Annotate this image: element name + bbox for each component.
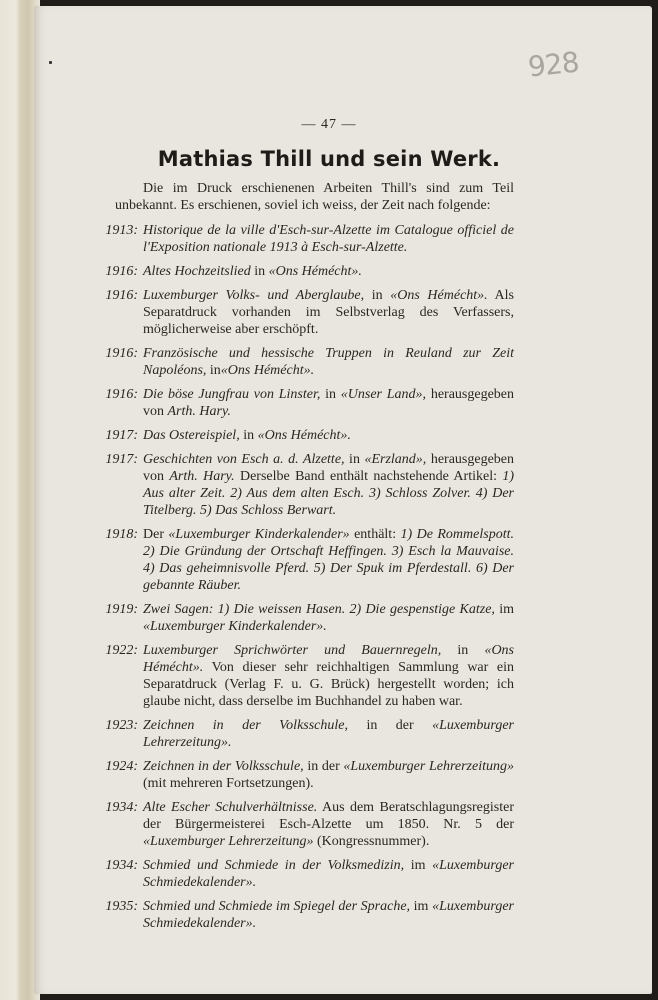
bibliography-entry	[98, 717, 514, 751]
page-number: — 47 —	[301, 117, 357, 132]
entry-text-italic: 1) De Rommelspott. 2) Die Gründung der Ortschaft Heffingen. 3) Esch la Mauvaise. 4) Das geheimnisvolle Pferd. 5) Der Spuk im Pferdestall. 6) Der gebannte Räuber.	[143, 527, 514, 593]
intro-paragraph: Die im Druck erschienenen Arbeiten Thill's sind zum Teil unbekannt. Es erschienen, soviel ich weiss, der Zeit nach folgende:	[115, 181, 514, 213]
entry-year: 1916:	[105, 288, 138, 303]
entry-year: 1922:	[105, 643, 138, 658]
entry-text-italic: Das Ostereispiel,	[143, 428, 240, 443]
entry-text-italic: «Ons Hémécht».	[257, 428, 351, 443]
entry-text	[141, 263, 514, 280]
entry-year: 1934:	[105, 800, 138, 815]
entry-text-italic: Schmied und Schmiede im Spiegel der Sprache,	[143, 899, 411, 914]
entry-text-italic: 1) Aus alter Zeit. 2) Aus dem alten Esch. 3) Schloss Zolver. 4) Der Titelberg. 5) Das Schloss Berwart.	[143, 469, 514, 518]
entry-text-italic: Zeichnen in der Volksschule,	[143, 759, 304, 774]
handwritten-page-number: 928	[526, 45, 581, 84]
entry-text-italic: «Luxemburger Kinderkalender»	[168, 527, 350, 542]
entry-text-italic: Geschichten von Esch a. d. Alzette,	[143, 452, 345, 467]
entry-text-roman: in	[250, 264, 269, 279]
entry-text	[141, 601, 514, 635]
entry-text-italic: «Luxemburger Lehrerzeitung»	[343, 759, 514, 774]
entry-text-roman: (Kongressnummer).	[313, 834, 430, 849]
entry-text-roman: in	[364, 288, 391, 303]
entry-text-roman: in der	[348, 718, 433, 733]
entry-text-italic: Arth. Hary.	[167, 404, 231, 419]
entry-year: 1935:	[105, 899, 138, 914]
entry-year: 1913:	[105, 223, 138, 238]
entry-text-roman: Derselbe Band enthält nachstehende Artikel:	[234, 469, 503, 484]
entry-text-italic: «Ons Hémécht».	[390, 288, 488, 303]
entry-text-italic: «Erzland»,	[364, 452, 427, 467]
entry-text-roman: in	[206, 363, 221, 378]
entry-text-roman: im	[494, 602, 514, 617]
bibliography-entry	[98, 287, 514, 338]
entry-text	[141, 287, 514, 338]
entry-text-italic: Arth. Hary.	[169, 469, 235, 484]
entry-text-italic: Zwei Sagen: 1) Die weissen Hasen. 2) Die gespenstige Katze,	[143, 602, 495, 617]
entry-text-italic: Luxemburger Sprichwörter und Bauernregeln,	[143, 643, 442, 658]
entry-text-roman: in der	[303, 759, 344, 774]
bibliography-entry	[98, 758, 514, 792]
bibliography-entry	[98, 857, 514, 891]
bibliography-entry	[98, 642, 514, 710]
entry-year: 1917:	[105, 452, 138, 467]
bibliography-entry	[98, 526, 514, 594]
entry-text-roman: (mit mehreren Fortsetzungen).	[143, 776, 314, 791]
ink-speck	[49, 61, 52, 64]
bibliography-entry	[98, 222, 514, 256]
entry-text-italic: «Ons Hémécht».	[220, 363, 315, 378]
entry-year: 1924:	[105, 759, 138, 774]
entry-year: 1919:	[105, 602, 138, 617]
entry-year: 1934:	[105, 858, 138, 873]
entry-text-italic: Zeichnen in der Volksschule,	[143, 718, 348, 733]
entry-text-italic: «Luxemburger Lehrerzeitung»	[143, 834, 314, 849]
entry-text-italic: Historique de la ville d'Esch-sur-Alzette im Catalogue officiel de l'Exposition nationale 1913 à Esch-sur-Alzette.	[143, 223, 514, 255]
entry-text-roman: Der	[143, 527, 169, 542]
bibliography-entry	[98, 451, 514, 519]
bibliography-entry	[98, 898, 514, 932]
entry-text-italic: «Ons Hémécht».	[268, 264, 362, 279]
entry-text-italic: Die böse Jungfrau von Linster,	[143, 387, 321, 402]
entry-text-italic: «Luxemburger Lehrerzeitung».	[143, 718, 514, 750]
entry-year: 1918:	[105, 527, 138, 542]
entry-text-roman: enthält:	[349, 527, 401, 542]
entry-text-italic: Alte Escher Schulverhältnisse.	[143, 800, 318, 815]
entry-text-italic: «Luxemburger Schmiedekalender».	[143, 858, 515, 890]
entry-text-italic: Altes Hochzeitslied	[143, 264, 251, 279]
entry-text-roman: herausgegeben von	[143, 452, 515, 484]
entry-text	[141, 758, 514, 792]
entry-text	[141, 526, 514, 594]
entry-year: 1916:	[105, 387, 138, 402]
entry-year: 1916:	[105, 264, 138, 279]
entry-text	[141, 386, 514, 420]
entry-text	[141, 799, 514, 850]
entry-text-roman: in	[344, 452, 365, 467]
entry-text-roman: Aus dem Beratschlagungsregister der Bürgermeisterei Esch-Alzette um 1850. Nr. 5 der	[143, 800, 514, 832]
entry-text-roman: herausgegeben von	[143, 387, 515, 419]
entry-text-italic: «Ons Hémécht».	[143, 643, 514, 675]
entry-text-italic: «Luxemburger Kinderkalender».	[143, 619, 327, 634]
entry-text	[141, 427, 514, 444]
entry-text	[141, 857, 514, 891]
page-title: Mathias Thill und sein Werk.	[157, 147, 501, 171]
entry-year: 1923:	[105, 718, 138, 733]
entry-text-italic: Schmied und Schmiede in der Volksmedizin,	[143, 858, 405, 873]
entry-text	[141, 642, 514, 710]
bibliography-entry	[98, 263, 514, 280]
entry-text	[141, 222, 514, 256]
bibliography-entry	[98, 386, 514, 420]
entry-text-roman: Als Separatdruck vorhanden im Selbstverlag des Verfassers, möglicherweise aber erschöpft.	[143, 288, 514, 337]
entry-text	[141, 898, 514, 932]
bibliography-list	[98, 222, 514, 939]
entry-text-italic: «Luxemburger Schmiedekalender».	[143, 899, 514, 931]
entry-text-italic: «Unser Land»,	[340, 387, 427, 402]
entry-text-roman: im	[410, 899, 433, 914]
entry-text-roman: in	[441, 643, 485, 658]
bibliography-entry	[98, 799, 514, 850]
entry-text	[141, 451, 514, 519]
bibliography-entry	[98, 601, 514, 635]
entry-year: 1917:	[105, 428, 138, 443]
bibliography-entry	[98, 427, 514, 444]
entry-text	[141, 717, 514, 751]
entry-text-italic: Französische und hessische Truppen in Reuland zur Zeit Napoléons,	[143, 346, 514, 378]
entry-text-italic: Luxemburger Volks- und Aberglaube,	[143, 288, 365, 303]
entry-year: 1916:	[105, 346, 138, 361]
bibliography-entry	[98, 345, 514, 379]
entry-text-roman: in	[239, 428, 258, 443]
entry-text-roman: im	[404, 858, 433, 873]
entry-text-roman: Von dieser sehr reichhaltigen Sammlung war ein Separatdruck (Verlag F. u. G. Brück) hergestellt worden; ich glaube nicht, dass derselbe im Buchhandel zu haben war.	[143, 660, 514, 709]
entry-text	[141, 345, 514, 379]
entry-text-roman: in	[320, 387, 341, 402]
